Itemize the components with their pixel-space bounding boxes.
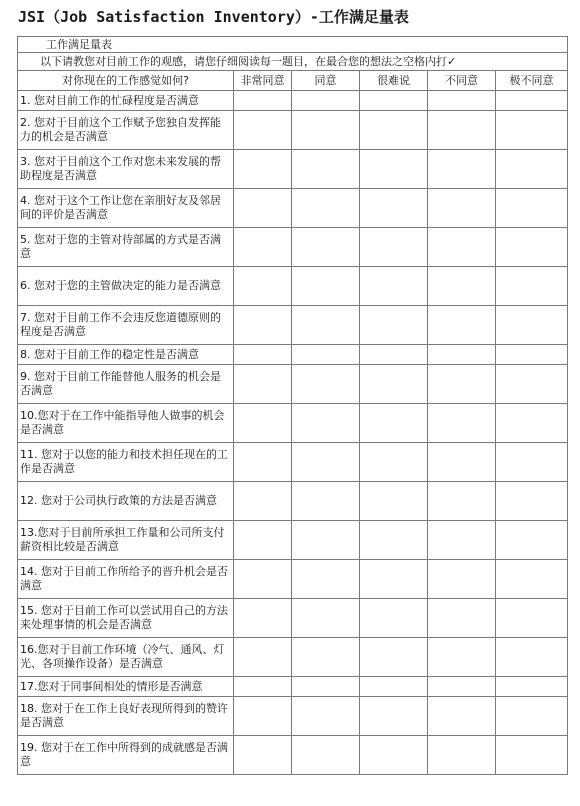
answer-cell-disagree[interactable] <box>428 111 496 150</box>
question-row <box>18 111 568 150</box>
question-row <box>18 521 568 560</box>
question-text: 10.您对于在工作中能指导他人做事的机会是否满意 <box>18 404 234 443</box>
answer-cell-strongly-agree[interactable] <box>234 306 292 345</box>
answer-cell-strongly-disagree[interactable] <box>496 599 568 638</box>
answer-cell-strongly-agree[interactable] <box>234 404 292 443</box>
answer-cell-disagree[interactable] <box>428 677 496 697</box>
answer-cell-agree[interactable] <box>292 560 360 599</box>
answer-cell-disagree[interactable] <box>428 91 496 111</box>
answer-cell-neutral[interactable] <box>360 599 428 638</box>
question-text: 15. 您对于目前工作可以尝试用自己的方法来处理事情的机会是否满意 <box>18 599 234 638</box>
answer-cell-neutral[interactable] <box>360 150 428 189</box>
answer-cell-disagree[interactable] <box>428 443 496 482</box>
question-row <box>18 736 568 775</box>
answer-cell-disagree[interactable] <box>428 345 496 365</box>
question-row <box>18 560 568 599</box>
answer-cell-strongly-disagree[interactable] <box>496 189 568 228</box>
answer-cell-strongly-disagree[interactable] <box>496 736 568 775</box>
question-row <box>18 345 568 365</box>
answer-cell-neutral[interactable] <box>360 365 428 404</box>
option-header-disagree: 不同意 <box>428 71 496 91</box>
question-row <box>18 404 568 443</box>
answer-cell-strongly-agree[interactable] <box>234 736 292 775</box>
answer-cell-strongly-disagree[interactable] <box>496 482 568 521</box>
instruction-text: 以下请教您对目前工作的观感，请您仔细阅读每一题目，在最合您的想法之空格内打✓ <box>18 53 568 71</box>
question-row <box>18 443 568 482</box>
answer-cell-neutral[interactable] <box>360 111 428 150</box>
table-title: 工作满足量表 <box>18 37 568 53</box>
answer-cell-neutral[interactable] <box>360 345 428 365</box>
answer-cell-disagree[interactable] <box>428 306 496 345</box>
answer-cell-neutral[interactable] <box>360 91 428 111</box>
answer-cell-agree[interactable] <box>292 638 360 677</box>
answer-cell-strongly-agree[interactable] <box>234 267 292 306</box>
answer-cell-strongly-agree[interactable] <box>234 677 292 697</box>
answer-cell-strongly-agree[interactable] <box>234 697 292 736</box>
answer-cell-neutral[interactable] <box>360 560 428 599</box>
answer-cell-neutral[interactable] <box>360 521 428 560</box>
answer-cell-agree[interactable] <box>292 189 360 228</box>
question-text: 9. 您对于目前工作能替他人服务的机会是否满意 <box>18 365 234 404</box>
question-text: 18. 您对于在工作上良好表现所得到的赞许是否满意 <box>18 697 234 736</box>
answer-cell-strongly-disagree[interactable] <box>496 306 568 345</box>
question-row <box>18 599 568 638</box>
question-row <box>18 638 568 677</box>
question-text: 3. 您对于目前这个工作对您未来发展的帮助程度是否满意 <box>18 150 234 189</box>
answer-cell-neutral[interactable] <box>360 306 428 345</box>
document-title: JSI（Job Satisfaction Inventory）-工作满足量表 <box>18 8 409 26</box>
question-text: 7. 您对于目前工作不会违反您道德原则的程度是否满意 <box>18 306 234 345</box>
answer-cell-strongly-agree[interactable] <box>234 521 292 560</box>
answer-cell-agree[interactable] <box>292 443 360 482</box>
answer-cell-neutral[interactable] <box>360 267 428 306</box>
answer-cell-strongly-disagree[interactable] <box>496 111 568 150</box>
answer-cell-strongly-agree[interactable] <box>234 150 292 189</box>
answer-cell-strongly-agree[interactable] <box>234 365 292 404</box>
answer-cell-neutral[interactable] <box>360 404 428 443</box>
answer-cell-neutral[interactable] <box>360 189 428 228</box>
option-header-agree: 同意 <box>292 71 360 91</box>
answer-cell-agree[interactable] <box>292 365 360 404</box>
question-text: 11. 您对于以您的能力和技术担任现在的工作是否满意 <box>18 443 234 482</box>
answer-cell-disagree[interactable] <box>428 638 496 677</box>
answer-cell-agree[interactable] <box>292 306 360 345</box>
question-row <box>18 677 568 697</box>
question-row <box>18 91 568 111</box>
question-row <box>18 306 568 345</box>
question-text: 4. 您对于这个工作让您在亲朋好友及邻居间的评价是否满意 <box>18 189 234 228</box>
question-text: 2. 您对于目前这个工作赋予您独自发挥能力的机会是否满意 <box>18 111 234 150</box>
answer-cell-disagree[interactable] <box>428 521 496 560</box>
answer-cell-neutral[interactable] <box>360 677 428 697</box>
question-text: 1. 您对目前工作的忙碌程度是否满意 <box>18 91 234 111</box>
answer-cell-disagree[interactable] <box>428 482 496 521</box>
answer-cell-disagree[interactable] <box>428 599 496 638</box>
answer-cell-strongly-disagree[interactable] <box>496 404 568 443</box>
answer-cell-agree[interactable] <box>292 150 360 189</box>
answer-cell-strongly-agree[interactable] <box>234 638 292 677</box>
answer-cell-neutral[interactable] <box>360 697 428 736</box>
answer-cell-agree[interactable] <box>292 736 360 775</box>
question-column-header: 对你现在的工作感觉如何? <box>18 71 234 91</box>
answer-cell-neutral[interactable] <box>360 638 428 677</box>
answer-cell-agree[interactable] <box>292 111 360 150</box>
question-row <box>18 267 568 306</box>
option-header-strongly-agree: 非常同意 <box>234 71 292 91</box>
question-row <box>18 365 568 404</box>
question-text: 12. 您对于公司执行政策的方法是否满意 <box>18 482 234 521</box>
answer-cell-strongly-agree[interactable] <box>234 111 292 150</box>
answer-cell-strongly-agree[interactable] <box>234 482 292 521</box>
question-text: 17.您对于同事间相处的情形是否满意 <box>18 677 234 697</box>
answer-cell-agree[interactable] <box>292 91 360 111</box>
answer-cell-strongly-disagree[interactable] <box>496 150 568 189</box>
question-row <box>18 697 568 736</box>
answer-cell-strongly-disagree[interactable] <box>496 560 568 599</box>
answer-cell-strongly-disagree[interactable] <box>496 677 568 697</box>
answer-cell-disagree[interactable] <box>428 189 496 228</box>
answer-cell-strongly-agree[interactable] <box>234 189 292 228</box>
answer-cell-disagree[interactable] <box>428 267 496 306</box>
question-text: 13.您对于目前所承担工作量和公司所支付薪资相比较是否满意 <box>18 521 234 560</box>
answer-cell-neutral[interactable] <box>360 228 428 267</box>
answer-cell-agree[interactable] <box>292 697 360 736</box>
answer-cell-agree[interactable] <box>292 228 360 267</box>
question-text: 19. 您对于在工作中所得到的成就感是否满意 <box>18 736 234 775</box>
answer-cell-agree[interactable] <box>292 345 360 365</box>
question-row <box>18 189 568 228</box>
answer-cell-strongly-disagree[interactable] <box>496 638 568 677</box>
answer-cell-strongly-disagree[interactable] <box>496 365 568 404</box>
answer-cell-agree[interactable] <box>292 404 360 443</box>
answer-cell-strongly-agree[interactable] <box>234 599 292 638</box>
answer-cell-neutral[interactable] <box>360 736 428 775</box>
question-row <box>18 228 568 267</box>
answer-cell-strongly-agree[interactable] <box>234 91 292 111</box>
answer-cell-strongly-disagree[interactable] <box>496 697 568 736</box>
answer-cell-disagree[interactable] <box>428 150 496 189</box>
answer-cell-strongly-disagree[interactable] <box>496 228 568 267</box>
answer-cell-strongly-disagree[interactable] <box>496 91 568 111</box>
answer-cell-strongly-disagree[interactable] <box>496 443 568 482</box>
answer-cell-agree[interactable] <box>292 482 360 521</box>
answer-cell-strongly-disagree[interactable] <box>496 267 568 306</box>
answer-cell-agree[interactable] <box>292 521 360 560</box>
option-header-strongly-disagree: 极不同意 <box>496 71 568 91</box>
answer-cell-disagree[interactable] <box>428 560 496 599</box>
answer-cell-strongly-agree[interactable] <box>234 345 292 365</box>
answer-cell-neutral[interactable] <box>360 482 428 521</box>
answer-cell-disagree[interactable] <box>428 736 496 775</box>
satisfaction-table <box>17 36 568 775</box>
answer-cell-agree[interactable] <box>292 677 360 697</box>
answer-cell-agree[interactable] <box>292 599 360 638</box>
answer-cell-disagree[interactable] <box>428 228 496 267</box>
answer-cell-strongly-agree[interactable] <box>234 560 292 599</box>
question-text: 8. 您对于目前工作的稳定性是否满意 <box>18 345 234 365</box>
question-text: 14. 您对于目前工作所给予的晋升机会是否满意 <box>18 560 234 599</box>
question-text: 16.您对于目前工作环境（冷气、通风、灯光、各项操作设备）是否满意 <box>18 638 234 677</box>
question-row <box>18 150 568 189</box>
answer-cell-disagree[interactable] <box>428 697 496 736</box>
answer-cell-neutral[interactable] <box>360 443 428 482</box>
answer-cell-strongly-agree[interactable] <box>234 443 292 482</box>
answer-cell-disagree[interactable] <box>428 404 496 443</box>
question-text: 5. 您对于您的主管对待部属的方式是否满意 <box>18 228 234 267</box>
answer-cell-strongly-agree[interactable] <box>234 228 292 267</box>
option-header-neutral: 很难说 <box>360 71 428 91</box>
question-row <box>18 482 568 521</box>
question-text: 6. 您对于您的主管做决定的能力是否满意 <box>18 267 234 306</box>
answer-cell-strongly-disagree[interactable] <box>496 345 568 365</box>
answer-cell-agree[interactable] <box>292 267 360 306</box>
answer-cell-strongly-disagree[interactable] <box>496 521 568 560</box>
answer-cell-disagree[interactable] <box>428 365 496 404</box>
